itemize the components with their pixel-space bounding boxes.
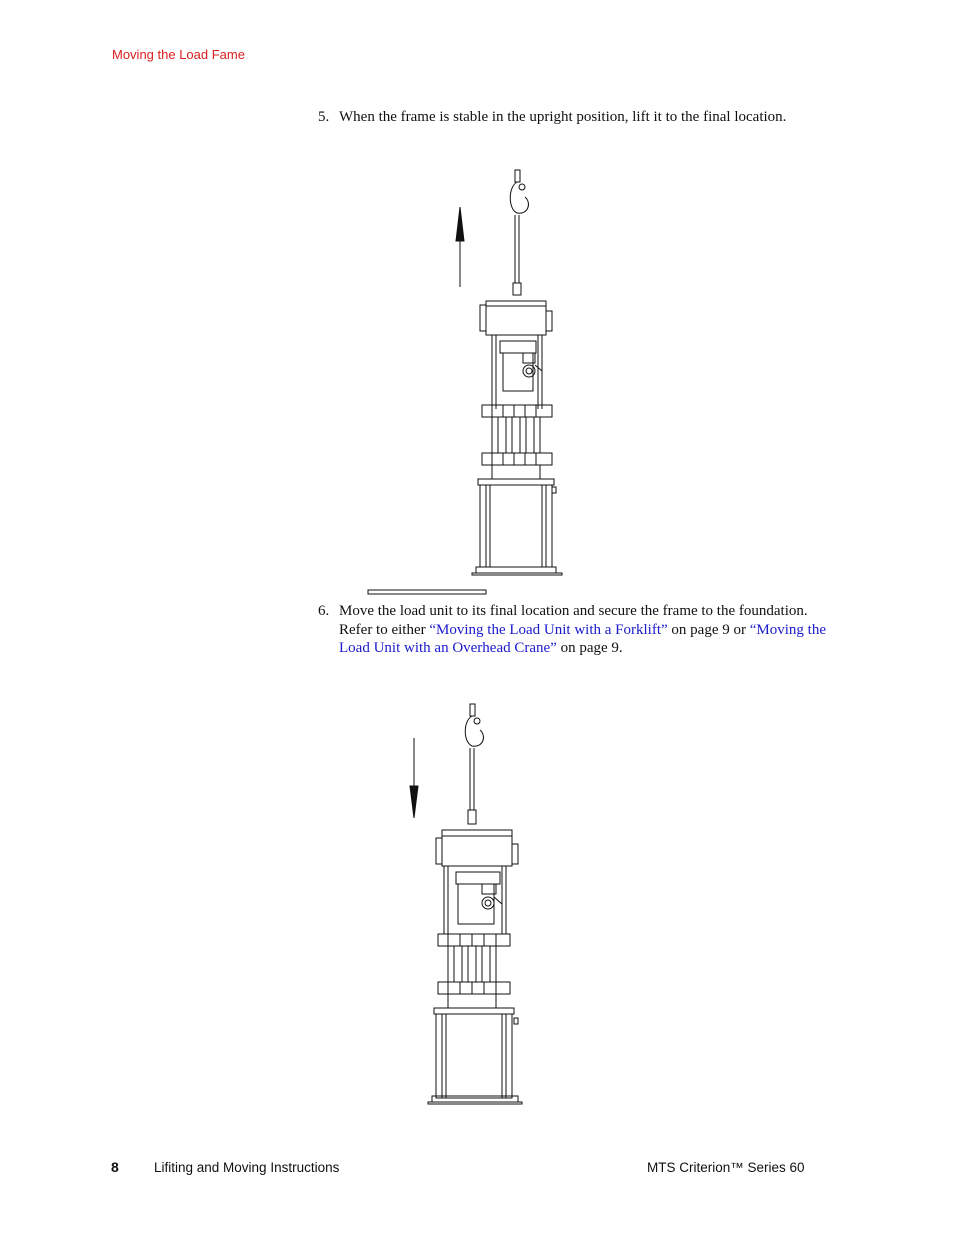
lift-up-figure (360, 165, 580, 600)
step-number: 6. (318, 603, 330, 619)
lower-down-figure (400, 698, 540, 1108)
step-text-before: Move the load unit to its final location and secure the frame to the foundation. Refer to either (339, 603, 808, 638)
product-name: MTS Criterion™ Series 60 (647, 1160, 805, 1175)
step-text-middle: on page 9 or (667, 621, 750, 638)
step-number: 5. (318, 109, 330, 125)
chapter-title: Lifiting and Moving Instructions (154, 1160, 340, 1175)
section-header: Moving the Load Fame (112, 47, 245, 62)
forklift-link[interactable]: “Moving the Load Unit with a Forklift” (429, 621, 668, 638)
step-text: When the frame is stable in the upright position, lift it to the final location. (339, 109, 787, 125)
step-text-after: on page 9. (556, 640, 623, 656)
overhead-crane-link[interactable]: “Moving the Load Unit with an Overhead Crane” (339, 621, 826, 656)
page-number: 8 (111, 1159, 119, 1175)
step-text (339, 602, 838, 658)
